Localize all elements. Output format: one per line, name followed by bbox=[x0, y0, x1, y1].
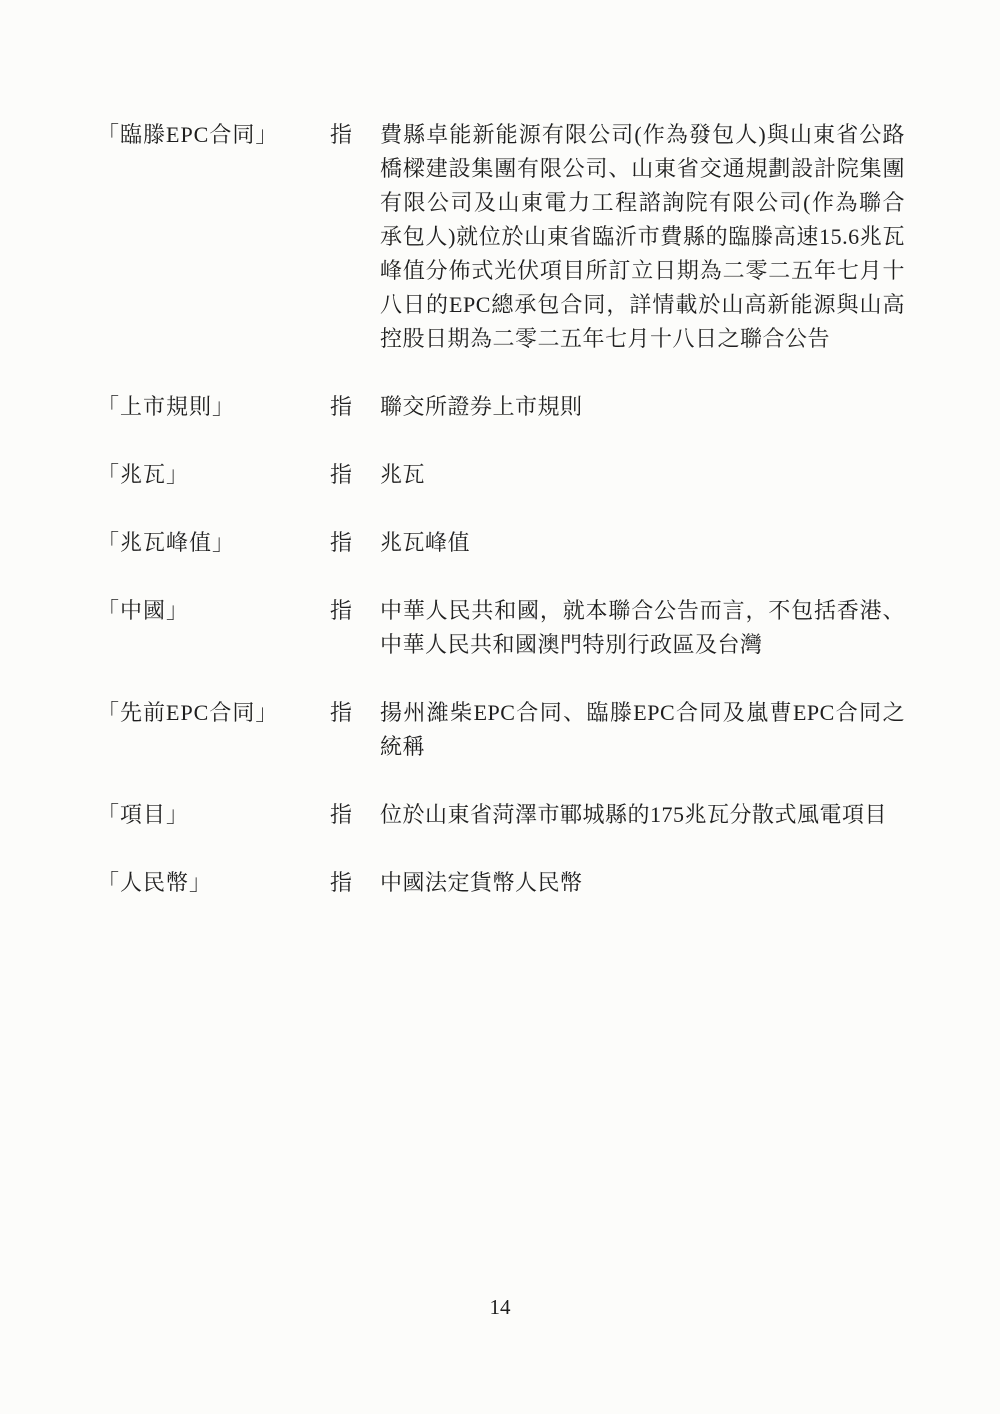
definition-term: 「臨滕EPC合同」 bbox=[97, 122, 279, 147]
definition-connector: 指 bbox=[330, 802, 353, 827]
definitions-list bbox=[97, 118, 905, 934]
page-number: 14 bbox=[489, 1295, 511, 1319]
definition-text: 位於山東省菏澤市鄆城縣的175兆瓦分散式風電項目 bbox=[380, 802, 888, 827]
definition-text: 費縣卓能新能源有限公司(作為發包人)與山東省公路橋樑建設集團有限公司、山東省交通規劃設計院集團有限公司及山東電力工程諮詢院有限公司(作為聯合承包人)就位於山東省臨沂市費縣的臨滕高速15.6兆瓦峰值分佈式光伏項目所訂立日期為二零二五年七月十八日的EPC總承包合同，詳情載於山高新能源與山高控股日期為二零二五年七月十八日之聯合公告 bbox=[380, 122, 905, 351]
definition-entry bbox=[97, 390, 905, 424]
definition-connector: 指 bbox=[330, 462, 353, 487]
definition-entry bbox=[97, 526, 905, 560]
definition-connector: 指 bbox=[330, 122, 353, 147]
definition-term: 「中國」 bbox=[97, 598, 190, 623]
definition-text: 中華人民共和國，就本聯合公告而言，不包括香港、中華人民共和國澳門特別行政區及台灣 bbox=[380, 598, 905, 657]
definition-term: 「上市規則」 bbox=[97, 394, 236, 419]
definition-entry bbox=[97, 118, 905, 356]
definition-term: 「兆瓦」 bbox=[97, 462, 190, 487]
definition-term: 「先前EPC合同」 bbox=[97, 700, 279, 725]
definition-term: 「人民幣」 bbox=[97, 870, 213, 895]
definition-entry bbox=[97, 798, 905, 832]
definition-connector: 指 bbox=[330, 530, 353, 555]
definition-connector: 指 bbox=[330, 394, 353, 419]
definition-connector: 指 bbox=[330, 598, 353, 623]
definition-term: 「項目」 bbox=[97, 802, 190, 827]
definition-text: 揚州濰柴EPC合同、臨滕EPC合同及嵐曹EPC合同之統稱 bbox=[380, 700, 905, 759]
definition-term: 「兆瓦峰值」 bbox=[97, 530, 236, 555]
definition-text: 中國法定貨幣人民幣 bbox=[380, 870, 583, 895]
definition-entry bbox=[97, 696, 905, 764]
definition-text: 聯交所證券上市規則 bbox=[380, 394, 583, 419]
definition-connector: 指 bbox=[330, 870, 353, 895]
definition-text: 兆瓦峰值 bbox=[380, 530, 471, 555]
definition-entry bbox=[97, 458, 905, 492]
definition-text: 兆瓦 bbox=[380, 462, 426, 487]
definition-connector: 指 bbox=[330, 700, 353, 725]
definition-entry bbox=[97, 866, 905, 900]
definition-entry bbox=[97, 594, 905, 662]
